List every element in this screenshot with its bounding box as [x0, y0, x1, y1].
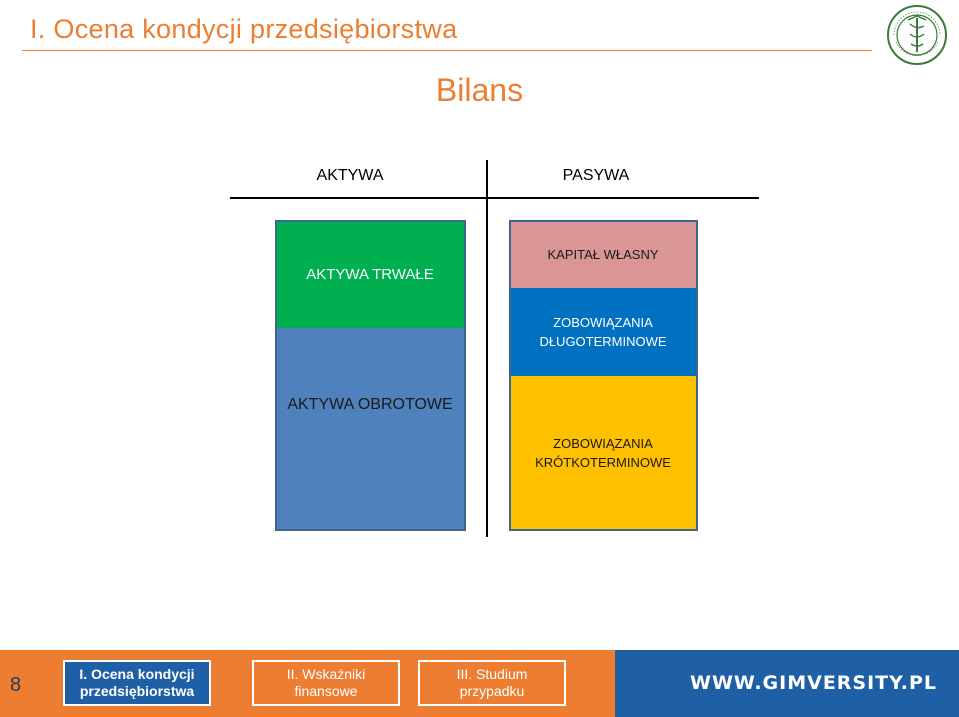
nav-section-2-button[interactable]: [252, 660, 400, 706]
nav-section-3-line2: przypadku: [459, 683, 525, 699]
equity-label: KAPITAŁ WŁASNY: [547, 247, 659, 262]
website-link[interactable]: WWW.GIMVERSITY.PL: [690, 672, 938, 694]
diagram-title: Bilans: [435, 72, 524, 108]
university-logo: [886, 4, 948, 66]
nav-section-2-line1: II. Wskaźniki: [286, 666, 366, 682]
t-account-horizontal-line: [230, 197, 759, 199]
nav-section-1-button[interactable]: [63, 660, 211, 706]
short-term-liabilities-label-line1: ZOBOWIĄZANIA: [553, 436, 653, 451]
assets-heading: AKTYWA: [316, 167, 384, 184]
long-term-liabilities-label-line2: DŁUGOTERMINOWE: [539, 334, 667, 349]
nav-section-1-line1: I. Ocena kondycji: [79, 666, 195, 682]
liabilities-heading: PASYWA: [562, 167, 630, 184]
nav-section-1-line2: przedsiębiorstwa: [79, 683, 195, 699]
slide-title: I. Ocena kondycji przedsiębiorstwa: [30, 14, 458, 44]
nav-section-2-line2: finansowe: [294, 683, 358, 699]
fixed-assets-label: AKTYWA TRWAŁE: [306, 266, 434, 283]
title-underline: [22, 50, 872, 51]
long-term-liabilities-label-line1: ZOBOWIĄZANIA: [553, 315, 653, 330]
nav-section-3-button[interactable]: [418, 660, 566, 706]
liabilities-frame: [509, 220, 698, 531]
assets-frame: [275, 220, 466, 531]
short-term-liabilities-label-line2: KRÓTKOTERMINOWE: [535, 455, 671, 470]
current-assets-label: AKTYWA OBROTOWE: [287, 396, 453, 413]
t-account-vertical-line: [486, 160, 488, 537]
page-number: 8: [10, 674, 22, 696]
nav-section-3-line1: III. Studium: [456, 666, 528, 682]
